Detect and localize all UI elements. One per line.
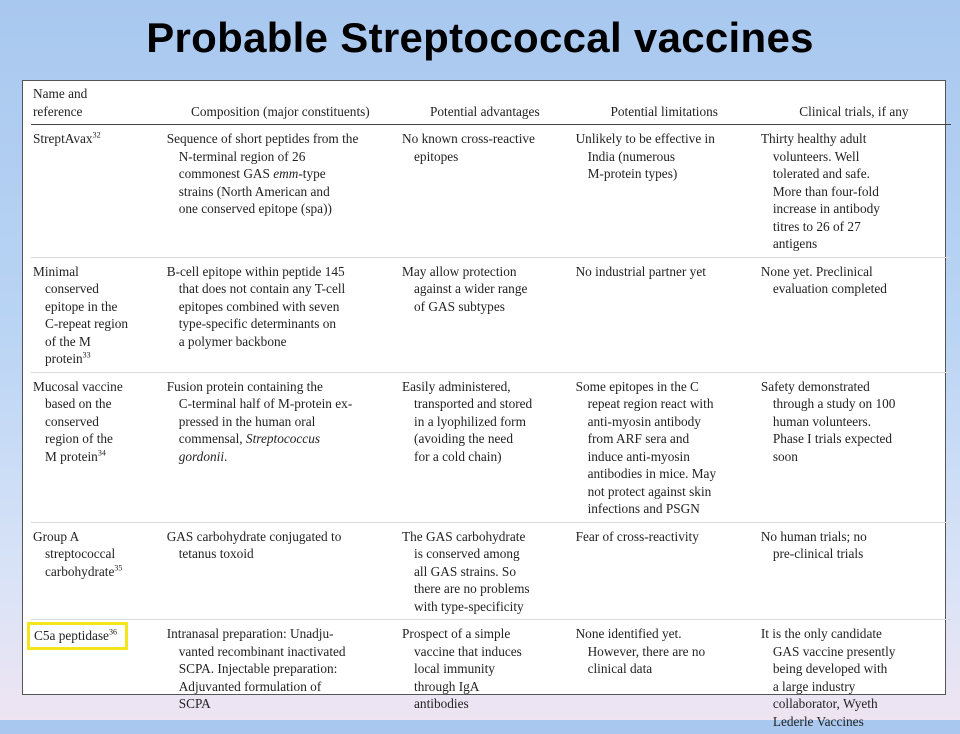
cell-text-line: vaccine that induces <box>402 643 568 661</box>
cell-text-line: through a study on 100 <box>761 395 947 413</box>
cell-text-line: Some epitopes in the C <box>576 378 753 396</box>
cell-text-line: through IgA <box>402 678 568 696</box>
composition-cell <box>163 372 398 522</box>
table-row <box>31 372 951 522</box>
advantages-cell <box>398 257 572 372</box>
table-row <box>31 125 951 258</box>
cell-text-line: Sequence of short peptides from the <box>167 130 394 148</box>
cell-text-line: antibodies <box>402 695 568 713</box>
reference-number: 32 <box>93 131 101 140</box>
cell-text-line: titres to 26 of 27 <box>761 218 947 236</box>
vaccine-name-cell <box>31 620 163 734</box>
advantages-cell <box>398 522 572 620</box>
cell-text-line: SCPA. Injectable preparation: <box>167 660 394 678</box>
cell-text-line: with type-specificity <box>402 598 568 616</box>
clinical-trials-cell <box>757 522 951 620</box>
advantages-cell <box>398 125 572 258</box>
cell-text-line: M-protein types) <box>576 165 753 183</box>
clinical-trials-cell <box>757 372 951 522</box>
header-limitations <box>572 85 757 125</box>
cell-text-line: None identified yet. <box>576 625 753 643</box>
vaccine-table-panel <box>22 80 946 695</box>
advantages-cell <box>398 372 572 522</box>
table-row <box>31 257 951 372</box>
vaccine-name-line: region of the <box>33 430 159 448</box>
composition-cell <box>163 620 398 734</box>
cell-text-line: However, there are no <box>576 643 753 661</box>
cell-text-line: (avoiding the need <box>402 430 568 448</box>
reference-number: 34 <box>98 448 106 457</box>
header-label: Composition (major constituents) <box>167 103 394 121</box>
cell-text-line: Easily administered, <box>402 378 568 396</box>
cell-text-line: Prospect of a simple <box>402 625 568 643</box>
header-advantages <box>398 85 572 125</box>
cell-text-line: antibodies in mice. May <box>576 465 753 483</box>
header-label: Clinical trials, if any <box>761 103 947 121</box>
cell-text-line: None yet. Preclinical <box>761 263 947 281</box>
cell-text-line: SCPA <box>167 695 394 713</box>
cell-text-line: against a wider range <box>402 280 568 298</box>
vaccine-name-line: Mucosal vaccine <box>33 378 159 396</box>
clinical-trials-cell <box>757 257 951 372</box>
composition-cell <box>163 257 398 372</box>
header-label: Potential limitations <box>576 103 753 121</box>
cell-text-line: not protect against skin <box>576 483 753 501</box>
cell-text-line: human volunteers. <box>761 413 947 431</box>
cell-text-line: No known cross-reactive <box>402 130 568 148</box>
cell-text-line: No human trials; no <box>761 528 947 546</box>
cell-text-line: that does not contain any T-cell <box>167 280 394 298</box>
cell-text-line: local immunity <box>402 660 568 678</box>
cell-text-line: clinical data <box>576 660 753 678</box>
cell-text-line: The GAS carbohydrate <box>402 528 568 546</box>
clinical-trials-cell <box>757 620 951 734</box>
cell-text-line: pre-clinical trials <box>761 545 947 563</box>
cell-text-line: It is the only candidate <box>761 625 947 643</box>
cell-text-line: of GAS subtypes <box>402 298 568 316</box>
cell-text-line: C-terminal half of M-protein ex- <box>167 395 394 413</box>
reference-number: 33 <box>83 351 91 360</box>
reference-number: 36 <box>109 628 117 637</box>
table-row <box>31 522 951 620</box>
cell-text-line: repeat region react with <box>576 395 753 413</box>
cell-text-line: anti-myosin antibody <box>576 413 753 431</box>
vaccine-name-line: StreptAvax$^{32}$ <box>33 130 159 148</box>
vaccine-name-line: of the M <box>33 333 159 351</box>
cell-text-line: infections and PSGN <box>576 500 753 518</box>
cell-text-line: India (numerous <box>576 148 753 166</box>
vaccine-name-line: Minimal <box>33 263 159 281</box>
highlight-box <box>27 622 128 650</box>
vaccine-name-line: carbohydrate$^{35}$ <box>33 563 159 581</box>
cell-text-line: induce anti-myosin <box>576 448 753 466</box>
table-header-row <box>31 85 951 125</box>
cell-text-line: GAS vaccine presently <box>761 643 947 661</box>
vaccine-name-cell <box>31 257 163 372</box>
cell-text-line: tolerated and safe. <box>761 165 947 183</box>
cell-text-line: May allow protection <box>402 263 568 281</box>
cell-text-line: epitopes <box>402 148 568 166</box>
cell-text-line: tetanus toxoid <box>167 545 394 563</box>
cell-text-line: in a lyophilized form <box>402 413 568 431</box>
vaccine-name-line: based on the <box>33 395 159 413</box>
cell-text-line: Intranasal preparation: Unadju- <box>167 625 394 643</box>
limitations-cell <box>572 522 757 620</box>
vaccine-name-line: conserved <box>33 413 159 431</box>
limitations-cell <box>572 257 757 372</box>
vaccine-table <box>31 85 951 734</box>
vaccine-name-cell <box>31 522 163 620</box>
cell-text-line: epitopes combined with seven <box>167 298 394 316</box>
reference-number: 35 <box>114 563 122 572</box>
cell-text-line: Fusion protein containing the <box>167 378 394 396</box>
cell-text-line: being developed with <box>761 660 947 678</box>
limitations-cell <box>572 125 757 258</box>
cell-text-line: transported and stored <box>402 395 568 413</box>
vaccine-name-line: M protein$^{34}$ <box>33 448 159 466</box>
cell-text-line: N-terminal region of 26 <box>167 148 394 166</box>
cell-text-line: volunteers. Well <box>761 148 947 166</box>
cell-text-line: a large industry <box>761 678 947 696</box>
vaccine-name-cell <box>31 372 163 522</box>
composition-cell <box>163 522 398 620</box>
vaccine-name-cell <box>31 125 163 258</box>
cell-text-line: evaluation completed <box>761 280 947 298</box>
cell-text-line: is conserved among <box>402 545 568 563</box>
cell-text-line: Thirty healthy adult <box>761 130 947 148</box>
vaccine-name-line: C-repeat region <box>33 315 159 333</box>
cell-text-line: collaborator, Wyeth <box>761 695 947 713</box>
vaccine-name-line: conserved <box>33 280 159 298</box>
limitations-cell <box>572 372 757 522</box>
header-name-reference <box>31 85 163 125</box>
composition-cell <box>163 125 398 258</box>
vaccine-name-line: Group A <box>33 528 159 546</box>
cell-text-line: vanted recombinant inactivated <box>167 643 394 661</box>
cell-text-line: there are no problems <box>402 580 568 598</box>
vaccine-name-line: epitope in the <box>33 298 159 316</box>
header-composition <box>163 85 398 125</box>
cell-text-line: one conserved epitope (spa)) <box>167 200 394 218</box>
cell-text-line: soon <box>761 448 947 466</box>
vaccine-name-line: protein$^{33}$ <box>33 350 159 368</box>
cell-text-line: Unlikely to be effective in <box>576 130 753 148</box>
cell-text-line: for a cold chain) <box>402 448 568 466</box>
vaccine-name-line: C5a peptidase$^{36}$ <box>34 627 117 645</box>
cell-text-line: More than four-fold <box>761 183 947 201</box>
cell-text-line: type-specific determinants on <box>167 315 394 333</box>
header-label: reference <box>33 103 159 121</box>
cell-text-line: Adjuvanted formulation of <box>167 678 394 696</box>
cell-text-line: Fear of cross-reactivity <box>576 528 753 546</box>
cell-text-line: gordonii. <box>167 448 394 466</box>
advantages-cell <box>398 620 572 734</box>
cell-text-line: commensal, Streptococcus <box>167 430 394 448</box>
cell-text-line: all GAS strains. So <box>402 563 568 581</box>
cell-text-line: Safety demonstrated <box>761 378 947 396</box>
slide-title: Probable Streptococcal vaccines <box>0 14 960 62</box>
header-label: Name and <box>33 85 159 103</box>
table-row <box>31 620 951 734</box>
cell-text-line: B-cell epitope within peptide 145 <box>167 263 394 281</box>
header-label: Potential advantages <box>402 103 568 121</box>
cell-text-line: GAS carbohydrate conjugated to <box>167 528 394 546</box>
cell-text-line: increase in antibody <box>761 200 947 218</box>
cell-text-line: commonest GAS emm-type <box>167 165 394 183</box>
table-body <box>31 125 951 734</box>
cell-text-line: a polymer backbone <box>167 333 394 351</box>
clinical-trials-cell <box>757 125 951 258</box>
cell-text-line: Phase I trials expected <box>761 430 947 448</box>
header-clinical-trials <box>757 85 951 125</box>
cell-text-line: No industrial partner yet <box>576 263 753 281</box>
cell-text-line: antigens <box>761 235 947 253</box>
limitations-cell <box>572 620 757 734</box>
cell-text-line: strains (North American and <box>167 183 394 201</box>
vaccine-name-line: streptococcal <box>33 545 159 563</box>
cell-text-line: pressed in the human oral <box>167 413 394 431</box>
cell-text-line: Lederle Vaccines <box>761 713 947 731</box>
cell-text-line: from ARF sera and <box>576 430 753 448</box>
